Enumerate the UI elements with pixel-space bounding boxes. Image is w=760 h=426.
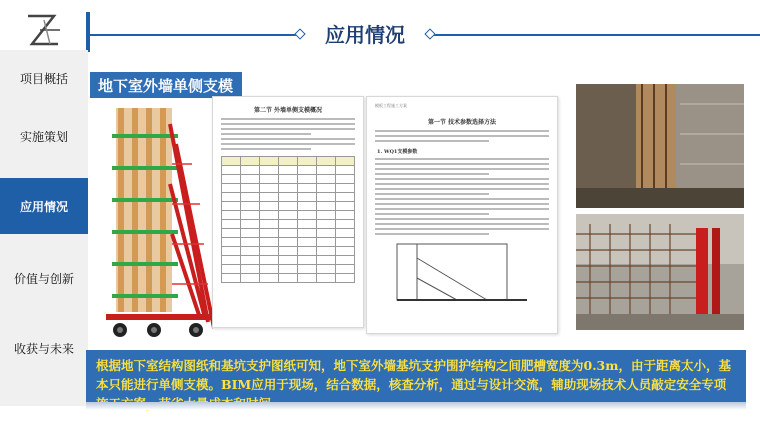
- single-side-formwork-illustration: [96, 104, 220, 340]
- sidebar-item-project-overview[interactable]: 项目概括: [19, 71, 68, 86]
- sidebar-item-implementation-plan[interactable]: 实施策划: [19, 129, 68, 144]
- page-title: 应用情况: [300, 18, 430, 48]
- construction-document-page-1: [212, 96, 364, 328]
- doc1-title: 第二节 外墙单侧支模概况: [253, 107, 323, 114]
- sidebar-item-value-innovation[interactable]: 价值与创新: [13, 271, 74, 286]
- doc1-parameter-table: [221, 156, 355, 283]
- sidebar-item-application[interactable]: 应用情况: [0, 178, 88, 234]
- sidebar-item-harvest-future[interactable]: 收获与未来: [13, 341, 74, 356]
- site-photo-foundation-pit: [576, 84, 744, 208]
- caption-shadow: [86, 402, 746, 410]
- company-logo: [24, 10, 64, 50]
- header-accent-bar: [86, 12, 90, 52]
- section-label: 地下室外墙单侧支模: [90, 72, 242, 98]
- doc2-running-head: 模板工程施工方案: [375, 103, 407, 108]
- sidebar: [0, 50, 88, 406]
- doc2-section-diagram: [367, 238, 557, 308]
- site-photo-rebar-formwork: [576, 214, 744, 330]
- description-caption: 根据地下室结构图纸和基坑支护图纸可知，地下室外墙基坑支护围护结构之间肥槽宽度为0.3m，由于距离太小，基本只能进行单侧支模。BIM应用于现场，结合数据，核查分析，通过与设计交流，辅助现场技术人员敲定安全专项: [86, 350, 746, 402]
- construction-document-page-2: [366, 96, 558, 334]
- doc2-title: 第一节 技术参数选择方法: [427, 119, 497, 126]
- doc2-subheading: 1. WQ1支模参数: [377, 149, 418, 155]
